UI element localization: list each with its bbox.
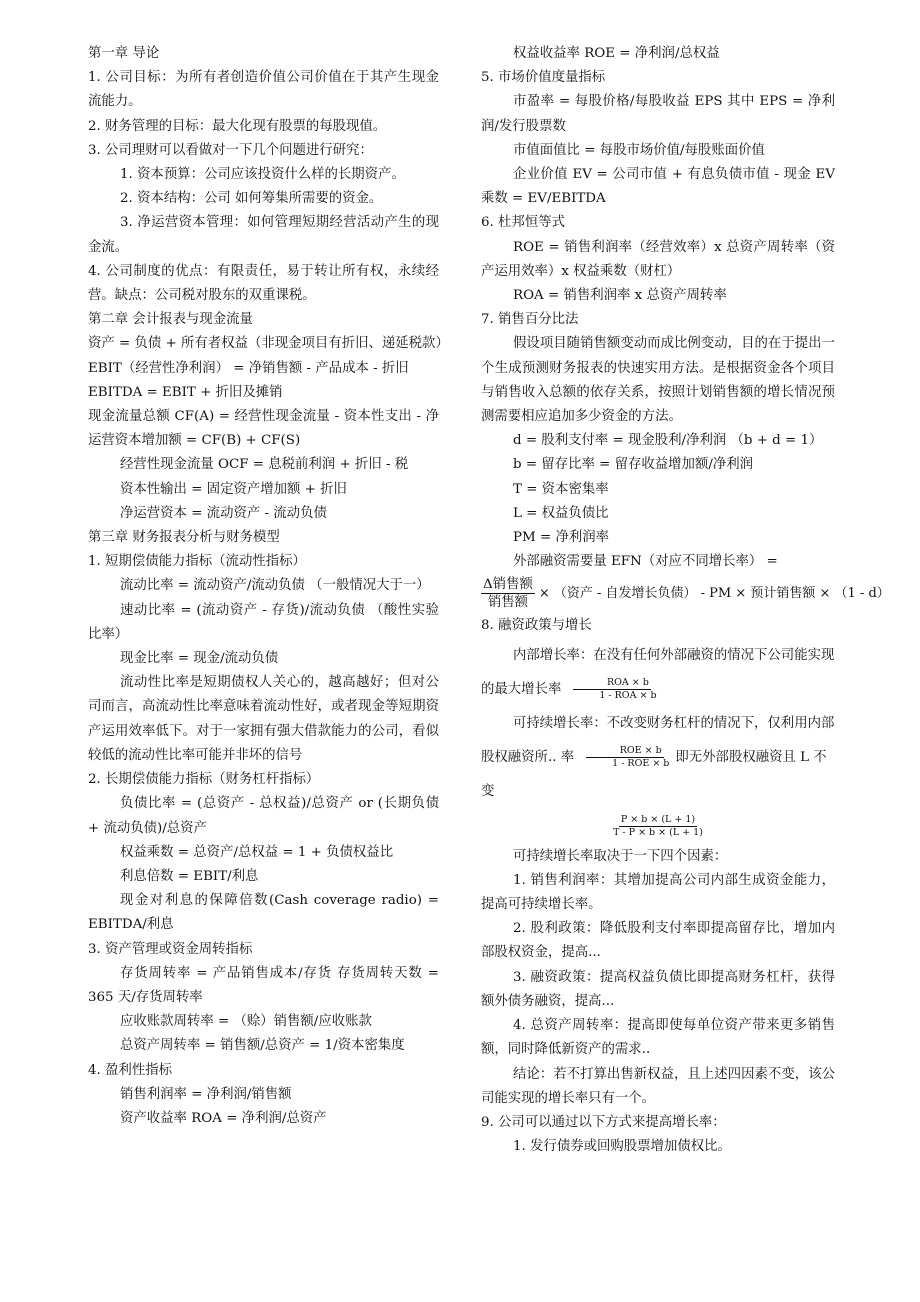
- section-heading: 6. 杜邦恒等式: [481, 215, 565, 231]
- formula-line: 权益乘数 = 总资产/总权益 = 1 + 负债权益比: [120, 844, 394, 860]
- paragraph: 假设项目随销售额变动而成比例变动，目的在于提出一个生成预测财务报表的快速实用方法。是根据资金各个项目与销售收入总额的依存关系，按照计划销售额的增长情况预测需要相应追加多少资金的方法。: [481, 336, 835, 425]
- formula-line: 资产 = 负债 + 所有者权益（非现金项目有折旧、递延税款）: [88, 336, 449, 352]
- left-column: [88, 42, 449, 1131]
- paragraph: 可持续增长率取决于一下四个因素：: [513, 848, 728, 864]
- paragraph: 结论：若不打算出售新权益，且上述四因素不变，该公司能实现的增长率只有一个。: [481, 1066, 835, 1106]
- formula-line: 速动比率 = (流动资产 - 存货)/流动负债 （酸性实验比率）: [88, 602, 439, 642]
- sustainable-growth-rate: [481, 707, 835, 809]
- formula-text: 即无外部股权融资且 L 不变: [481, 749, 827, 799]
- fraction-denominator: 1 - ROA × b: [599, 689, 657, 701]
- fraction-numerator: ROE × b: [586, 745, 664, 758]
- fraction-numerator: P × b × (L + 1): [620, 813, 696, 825]
- list-item: 3. 融资政策：提高权益负债比即提高财务杠杆，获得额外债务融资，提高...: [481, 969, 835, 1009]
- formula-line: EBITDA = EBIT + 折旧及摊销: [88, 384, 283, 400]
- formula-line: 负债比率 = (总资产 - 总权益)/总资产 or (长期负债 + 流动负债)/总资产: [88, 796, 439, 836]
- list-item: 1. 销售利润率：其增加提高公司内部生成资金能力，提高可持续增长率。: [481, 872, 835, 913]
- formula-line: 总资产周转率 = 销售额/总资产 = 1/资本密集度: [120, 1038, 405, 1054]
- fraction: [481, 576, 535, 611]
- list-item: 4. 总资产周转率：提高即使每单位资产带来更多销售额，同时降低新资产的需求..: [481, 1018, 835, 1058]
- paragraph: 4. 公司制度的优点：有限责任，易于转让所有权，永续经营。缺点：公司税对股东的双重课税。: [88, 263, 439, 304]
- internal-growth-rate: [481, 639, 835, 707]
- formula-text: 内部增长率：在没有任何外部融资的情况下公司能实现的最大增长率: [481, 647, 835, 697]
- formula-line: ROE = 销售利润率（经营效率）x 总资产周转率（资产运用效率）x 权益乘数（财杠）: [481, 239, 835, 279]
- formula-line: EBIT（经营性净利润） = 净销售额 - 产品成本 - 折旧: [88, 360, 409, 376]
- paragraph: 2. 财务管理的目标：最大化现有股票的每股现值。: [88, 118, 387, 134]
- fraction: [578, 745, 671, 770]
- list-item: 1. 资本预算：公司应该投资什么样的长期资产。: [120, 167, 405, 183]
- fraction-numerator: Δ销售额: [483, 577, 533, 593]
- chapter-3-title: 第三章 财务报表分析与财务模型: [88, 530, 280, 546]
- formula-line: 市盈率 = 每股价格/每股收益 EPS 其中 EPS = 净利润/发行股票数: [481, 94, 835, 134]
- formula-line: 资本性输出 = 固定资产增加额 + 折旧: [120, 481, 347, 497]
- fraction: [611, 814, 705, 839]
- right-column: [481, 42, 890, 1159]
- formula-line: 现金比率 = 现金/流动负债: [120, 651, 279, 667]
- formula-line: T = 资本密集率: [513, 481, 609, 497]
- section-heading: 5. 市场价值度量指标: [481, 70, 606, 86]
- paragraph: 流动性比率是短期债权人关心的，越高越好；但对公司而言，高流动性比率意味着流动性好，或者现金等短期资产运用效率低下。对于一家拥有强大借款能力的公司，看似较低的流动性比率可能并非坏的信号: [88, 675, 439, 763]
- list-item: 1. 发行债券或回购股票增加债权比。: [513, 1139, 731, 1155]
- section-heading: 1. 短期偿债能力指标（流动性指标）: [88, 554, 306, 570]
- formula-text: × （资产 - 自发增长负债） - PM × 预计销售额 × （1 - d）: [538, 586, 890, 602]
- section-heading: 8. 融资政策与增长: [481, 618, 592, 634]
- chapter-2-title: 第二章 会计报表与现金流量: [88, 312, 253, 328]
- chapter-1-title: 第一章 导论: [88, 46, 160, 61]
- section-heading: 3. 资产管理或资金周转指标: [88, 941, 253, 957]
- formula-text: 可持续增长率：不改变财务杠杆的情况下，仅利用内部股权融资所.. 率: [481, 715, 835, 765]
- fraction: [565, 677, 658, 702]
- formula-line: ROA = 销售利润率 x 总资产周转率: [513, 288, 727, 304]
- list-item: 2. 股利政策：降低股利支付率即提高留存比，增加内部股权资金，提高...: [481, 921, 835, 961]
- fraction-numerator: ROA × b: [573, 677, 651, 690]
- formula-line: d = 股利支付率 = 现金股利/净利润 （b + d = 1）: [513, 433, 823, 449]
- formula-line: 现金流量总额 CF(A) = 经营性现金流量 - 资本性支出 - 净运营资本增加额 = CF(B) + CF(S): [88, 409, 439, 449]
- formula-line: 流动比率 = 流动资产/流动负债 （一般情况大于一）: [120, 578, 430, 594]
- formula-line: PM = 净利润率: [513, 530, 610, 546]
- section-heading: 9. 公司可以通过以下方式来提高增长率：: [481, 1114, 726, 1130]
- formula-line: 权益收益率 ROE = 净利润/总权益: [513, 46, 720, 61]
- paragraph: 3. 公司理财可以看做对一下几个问题进行研究：: [88, 142, 373, 158]
- section-heading: 4. 盈利性指标: [88, 1062, 172, 1078]
- efn-formula: [481, 574, 890, 614]
- sustainable-growth-formula: [481, 809, 835, 845]
- formula-line: 应收账款周转率 = （赊）销售额/应收账款: [120, 1014, 372, 1030]
- list-item: 3. 净运营资本管理：如何管理短期经营活动产生的现金流。: [88, 215, 439, 255]
- section-heading: 7. 销售百分比法: [481, 312, 579, 328]
- formula-line: 资产收益率 ROA = 净利润/总资产: [120, 1110, 327, 1126]
- fraction-denominator: T - P × b × (L + 1): [613, 826, 703, 838]
- formula-line: L = 权益负债比: [513, 505, 609, 521]
- formula-line: 企业价值 EV = 公司市值 + 有息负债市值 - 现金 EV 乘数 = EV/EBITDA: [481, 167, 835, 207]
- formula-line: 净运营资本 = 流动资产 - 流动负债: [120, 505, 327, 521]
- formula-line: 存货周转率 = 产品销售成本/存货 存货周转天数 = 365 天/存货周转率: [88, 965, 439, 1005]
- formula-line: 市值面值比 = 每股市场价值/每股账面价值: [513, 142, 765, 158]
- formula-line: 现金对利息的保障倍数(Cash coverage radio) = EBITDA/利息: [88, 893, 439, 933]
- formula-line: 经营性现金流量 OCF = 息税前利润 + 折旧 - 税: [120, 457, 409, 473]
- fraction-denominator: 1 - ROE × b: [612, 757, 670, 769]
- fraction-denominator: 销售额: [487, 595, 528, 611]
- formula-line: 销售利润率 = 净利润/销售额: [120, 1086, 292, 1102]
- formula-line: b = 留存比率 = 留存收益增加额/净利润: [513, 457, 754, 473]
- formula-line: 利息倍数 = EBIT/利息: [120, 868, 259, 884]
- list-item: 2. 资本结构：公司 如何筹集所需要的资金。: [120, 191, 383, 207]
- paragraph: 1. 公司目标：为所有者创造价值公司价值在于其产生现金流能力。: [88, 70, 439, 110]
- section-heading: 2. 长期偿债能力指标（财务杠杆指标）: [88, 772, 320, 788]
- formula-line: 外部融资需要量 EFN（对应不同增长率） =: [513, 554, 778, 570]
